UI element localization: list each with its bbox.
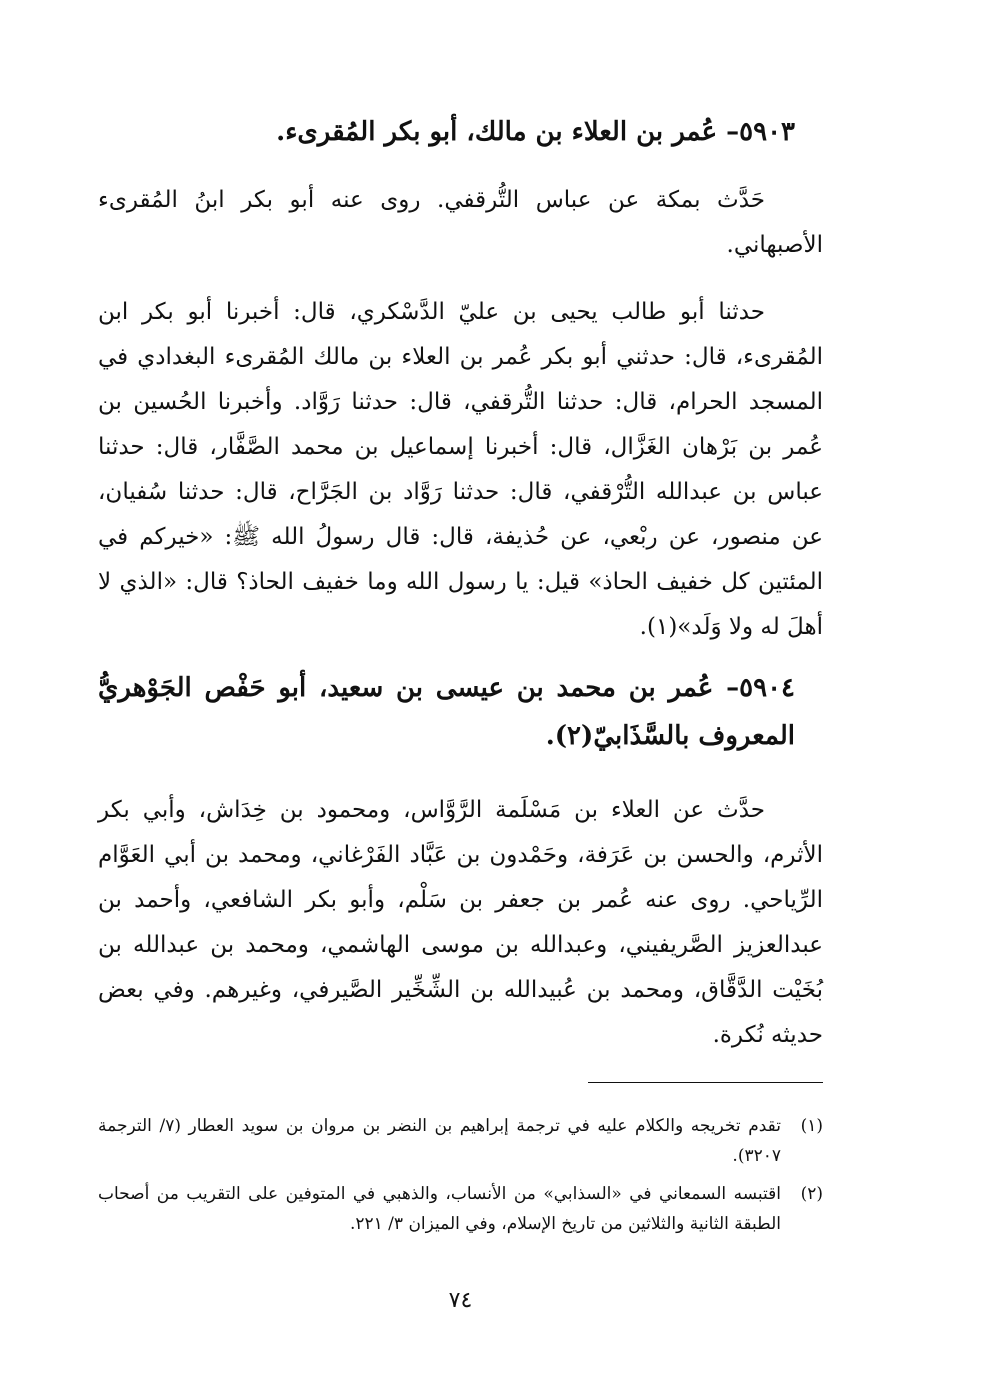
entry-heading-5903 [98, 108, 823, 156]
entry-number: ٥٩٠٤– [726, 673, 795, 703]
footnote-mark: (٢) [800, 1184, 823, 1204]
footnote-separator [588, 1082, 823, 1083]
entry-paragraph: حَدَّث بمكة عن عباس التُّرقفي. روى عنه أبو بكر ابنُ المُقرىء الأصبهاني. [98, 187, 823, 258]
footnote-mark: (١) [800, 1116, 823, 1136]
entry-paragraph: حدثنا أبو طالب يحيى بن عليّ الدَّسْكري، قال: أخبرنا أبو بكر ابن المُقرىء، قال: حدثني أبو بكر عُمر بن العلاء بن مالك المُقرىء البغدادي في المسجد الحرام، قال: حدثنا التُّرقفي، قال: حدثنا رَوَّاد. وأخبرنا الحُسين بن عُمر بن بَرْهان الغَزَّال، قال: أخبرنا إسماعيل بن محمد الصَّفَّار، قال: حدثنا عباس بن عبدالله التُّرْقفي، قال: حدثنا رَوَّاد بن الجَرَّاح، قال: حدثنا سُفيان، عن منصور، عن ربْعي، عن حُذيفة، قال: قال رسولُ الله ﷺ: «خيركم في المئتين كل خفيف الحاذ» قيل: يا رسول الله وما خفيف الحاذ؟ قال: «الذي لا أهلَ له ولا وَلَد»(١). [98, 299, 823, 640]
entry-number: ٥٩٠٣– [726, 117, 795, 147]
footnote-text: تقدم تخريجه والكلام عليه في ترجمة إبراهيم بن النضر بن مروان بن سويد العطار (٧/ الترجمة ٣٢٠٧). [98, 1116, 781, 1166]
page-number: ٧٤ [448, 1288, 473, 1313]
entry-paragraph: حدَّث عن العلاء بن مَسْلَمة الرَّوَّاس، ومحمود بن خِدَاش، وأبي بكر الأثرم، والحسن بن عَرَفة، وحَمْدون بن عَبَّاد الفَرْغاني، ومحمد بن أبي العَوَّام الرِّياحي. روى عنه عُمر بن جعفر بن سَلْم، وأبو بكر الشافعي، وأحمد بن عبدالعزيز الصَّريفيني، وعبدالله بن موسى الهاشمي، ومحمد بن عبدالله بن بُخَيْت الدَّقَّاق، ومحمد بن عُبيدالله بن الشِّخِّير الصَّيرفي، وغيرهم. وفي بعض حديثه نُكرة. [98, 797, 823, 1048]
entry-title: عُمر بن محمد بن عيسى بن سعيد، أبو حَفْص الجَوْهريُّ المعروف بالسَّذَابيّ(٢). [98, 673, 795, 751]
entry-title: عُمر بن العلاء بن مالك، أبو بكر المُقرىء. [276, 117, 727, 147]
footnote-text: اقتبسه السمعاني في «السذابي» من الأنساب، والذهبي في المتوفين على التقريب من أصحاب الطبقة الثانية والثلاثين من تاريخ الإسلام، وفي الميزان ٣/ ٢٢١. [98, 1184, 781, 1234]
footnote-2 [98, 1179, 823, 1239]
book-page [98, 108, 823, 1338]
footnotes [98, 1111, 823, 1239]
entry-heading-5904 [98, 664, 823, 760]
footnote-1 [98, 1111, 823, 1171]
